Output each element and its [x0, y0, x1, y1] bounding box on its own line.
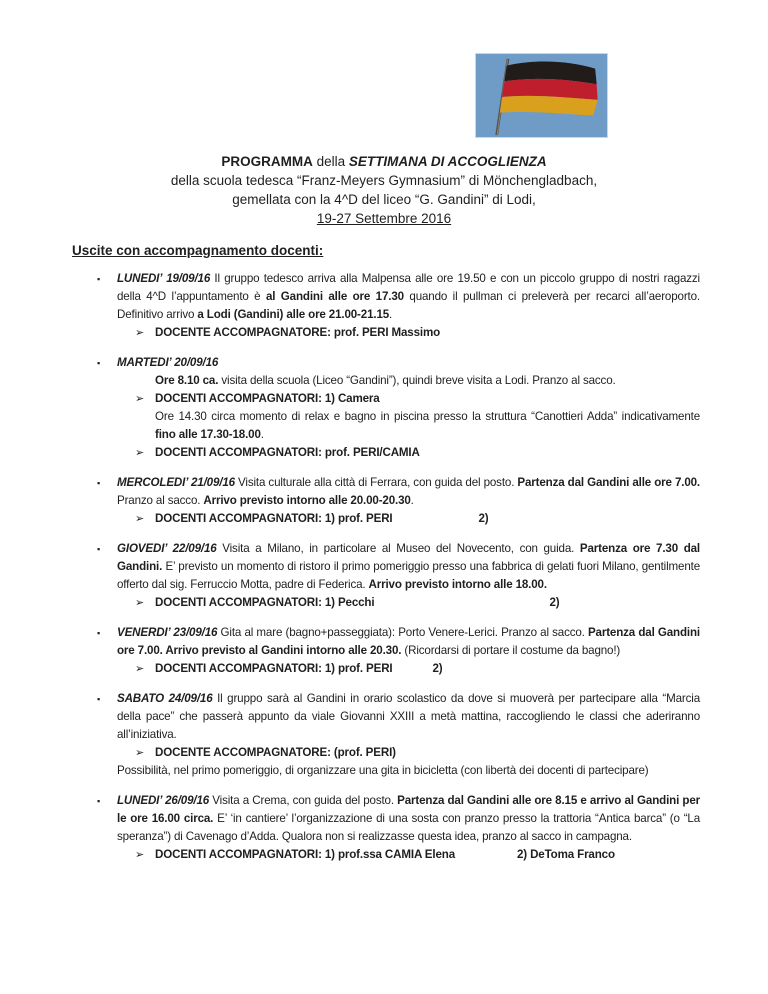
text-segment: E’ previsto un momento di ristoro il primo pomeriggio presso una fabbrica di gelati fuori Milano, gentilmente offerto dal sig. Ferruccio Motta, padre di Federica. — [117, 560, 700, 591]
text-segment: Il gruppo tedesco arriva alla Malpensa alle ore 19.50 e con un piccolo gruppo di nostri ragazzi della 4^D l’appuntamento è — [117, 272, 700, 303]
text-segment: GIOVEDI’ 22/09/16 — [117, 542, 217, 555]
schedule-line — [117, 792, 700, 846]
title-line-1 — [0, 152, 768, 171]
arrow-bullet-icon: ➢ — [135, 747, 145, 759]
text-segment: MERCOLEDI’ 21/09/16 — [117, 476, 235, 489]
text-segment: Partenza dal Gandini ore 7.00. Arrivo previsto al Gandini intorno alle 20.30. — [117, 626, 700, 657]
arrow-bullet-icon: ➢ — [135, 327, 145, 339]
section-heading: Uscite con accompagnamento docenti: — [72, 243, 324, 258]
text-segment: DOCENTE ACCOMPAGNATORE: prof. PERI Massimo — [155, 326, 441, 339]
text-segment: MARTEDI’ 20/09/16 — [117, 356, 219, 369]
title-programma: PROGRAMMA — [221, 154, 313, 169]
title-line-3: gemellata con la 4^D del liceo “G. Gandini” di Lodi, — [232, 192, 536, 207]
text-segment: VENERDI’ 23/09/16 — [117, 626, 218, 639]
arrow-bullet-icon: ➢ — [135, 597, 145, 609]
text-segment: . — [389, 308, 393, 321]
text-segment: Visita a Crema, con guida del posto. — [209, 794, 398, 807]
bullet-square-icon: ▪ — [97, 694, 101, 704]
text-segment: fino alle 17.30-18.00 — [155, 428, 261, 441]
schedule-line — [117, 624, 700, 660]
arrow-bullet-icon: ➢ — [135, 663, 145, 675]
text-segment: Ore 14.30 circa momento di relax e bagno in piscina presso la struttura “Canottieri Adda” indicativamente — [155, 410, 700, 423]
german-flag-photo — [475, 53, 608, 138]
schedule-line — [117, 444, 700, 462]
schedule-line — [117, 270, 700, 324]
schedule-item — [96, 270, 700, 342]
text-segment: Partenza dal Gandini alle ore 7.00. — [517, 476, 700, 489]
schedule-item — [96, 690, 700, 780]
text-segment: Il gruppo sarà al Gandini in orario scolastico da dove si muoverà per partecipare alla “Marcia della pace” che passerà appunto da viale Giovanni XXIII a metà mattina, raccogliendo le classi che aderiranno all’iniziativa. — [117, 692, 700, 741]
text-segment: 2) — [432, 662, 443, 675]
text-segment: Possibilità, nel primo pomeriggio, di organizzare una gita in bicicletta (con libertà dei docenti di partecipare) — [117, 764, 649, 777]
text-segment: E’ ‘in cantiere’ l’organizzazione di una sosta con pranzo presso la trattoria “Antica barca” (o “La speranza”) di Cavenago d’Adda. Qualora non si realizzasse questa idea, pranzo al sacco in campagna. — [117, 812, 700, 843]
schedule-line — [117, 324, 700, 342]
bullet-square-icon: ▪ — [97, 274, 101, 284]
text-segment: Gita al mare (bagno+passeggiata): Porto Venere-Lerici. Pranzo al sacco. — [217, 626, 588, 639]
text-segment: DOCENTI ACCOMPAGNATORI: 1) Camera — [155, 392, 380, 405]
document-title-block — [0, 0, 768, 228]
text-segment: (Ricordarsi di portare il costume da bagno!) — [401, 644, 621, 657]
text-segment: Arrivo previsto intorno alle 20.00-20.30 — [203, 494, 411, 507]
text-segment: LUNEDI’ 26/09/16 — [117, 794, 210, 807]
text-segment: Visita culturale alla città di Ferrara, con guida del posto. — [234, 476, 518, 489]
schedule-line — [117, 660, 700, 678]
bullet-square-icon: ▪ — [97, 796, 101, 806]
text-segment: Ore 8.10 ca. — [155, 374, 219, 387]
text-segment: DOCENTE ACCOMPAGNATORE: (prof. PERI) — [155, 746, 396, 759]
arrow-bullet-icon: ➢ — [135, 447, 145, 459]
schedule-line — [117, 390, 700, 408]
arrow-bullet-icon: ➢ — [135, 513, 145, 525]
text-segment: DOCENTI ACCOMPAGNATORI: prof. PERI/CAMIA — [155, 446, 420, 459]
bullet-square-icon: ▪ — [97, 628, 101, 638]
text-segment: quando il pullman ci preleverà per recarci all’aeroporto. Definitivo arrivo — [117, 290, 700, 321]
schedule-line — [117, 762, 700, 780]
schedule-item — [96, 354, 700, 462]
arrow-bullet-icon: ➢ — [135, 849, 145, 861]
schedule-line — [117, 540, 700, 594]
schedule-line — [117, 744, 700, 762]
text-segment: al Gandini alle ore 17.30 — [265, 290, 404, 303]
bullet-square-icon: ▪ — [97, 544, 101, 554]
title-line-2: della scuola tedesca “Franz-Meyers Gymnasium” di Mönchengladbach, — [170, 173, 598, 188]
text-segment: DOCENTI ACCOMPAGNATORI: 1) prof. PERI — [155, 662, 393, 675]
schedule-list — [96, 270, 700, 864]
schedule-line — [117, 372, 700, 390]
german-flag-illustration — [476, 54, 607, 137]
text-segment: . — [410, 494, 414, 507]
schedule-line — [117, 846, 700, 864]
bullet-square-icon: ▪ — [97, 358, 101, 368]
text-segment: 2) — [478, 512, 489, 525]
schedule-item — [96, 624, 700, 678]
text-segment: 2) — [549, 596, 560, 609]
text-segment: LUNEDI’ 19/09/16 — [117, 272, 211, 285]
arrow-bullet-icon: ➢ — [135, 393, 145, 405]
schedule-item — [96, 474, 700, 528]
text-segment: Partenza dal Gandini alle ore 8.15 e arrivo al Gandini per le ore 16.00 circa. — [117, 794, 700, 825]
text-segment: Arrivo previsto intorno alle 18.00. — [368, 578, 547, 591]
schedule-line — [117, 690, 700, 744]
title-della: della — [312, 154, 349, 169]
text-segment: Visita a Milano, in particolare al Museo del Novecento, con guida. — [216, 542, 580, 555]
schedule-line — [117, 408, 700, 444]
text-segment: DOCENTI ACCOMPAGNATORI: 1) Pecchi — [155, 596, 375, 609]
schedule-line — [117, 354, 700, 372]
text-segment: visita della scuola (Liceo “Gandini”), quindi breve visita a Lodi. Pranzo al sacco. — [218, 374, 616, 387]
schedule-line — [117, 474, 700, 510]
text-segment: DOCENTI ACCOMPAGNATORI: 1) prof.ssa CAMIA Elena — [155, 848, 455, 861]
text-segment: a Lodi (Gandini) alle ore 21.00-21.15 — [197, 308, 390, 321]
schedule-item — [96, 792, 700, 864]
schedule-line — [117, 510, 700, 528]
text-segment: . — [260, 428, 264, 441]
text-segment: 2) DeToma Franco — [517, 848, 615, 861]
title-line-4-dates: 19-27 Settembre 2016 — [316, 211, 452, 226]
text-segment: Partenza ore 7.30 dal Gandini. — [117, 542, 700, 573]
schedule-item — [96, 540, 700, 612]
text-segment: DOCENTI ACCOMPAGNATORI: 1) prof. PERI — [155, 512, 393, 525]
bullet-square-icon: ▪ — [97, 478, 101, 488]
text-segment: Pranzo al sacco. — [117, 494, 204, 507]
title-settimana: SETTIMANA DI ACCOGLIENZA — [348, 154, 547, 169]
text-segment: SABATO 24/09/16 — [117, 692, 213, 705]
schedule-line — [117, 594, 700, 612]
